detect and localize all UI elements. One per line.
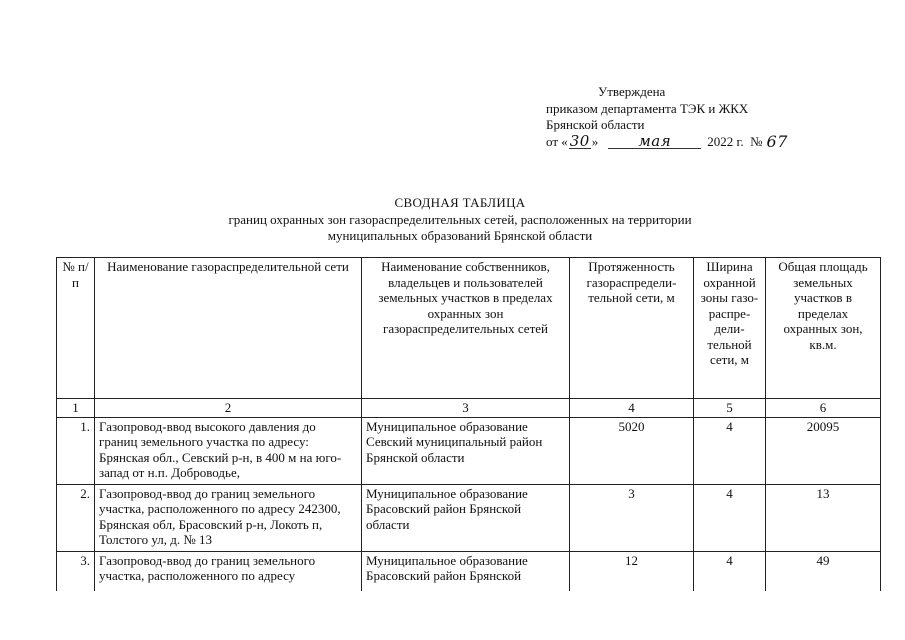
approval-order: приказом департамента ТЭК и ЖКХ xyxy=(546,100,749,116)
row-index: 2. xyxy=(57,484,95,551)
approval-block xyxy=(546,84,846,149)
date-prefix: от « xyxy=(546,133,568,149)
row-length: 5020 xyxy=(570,417,694,484)
column-number: 2 xyxy=(95,399,362,418)
row-index: 1. xyxy=(57,417,95,484)
table-header-row xyxy=(57,258,881,399)
column-number: 3 xyxy=(362,399,570,418)
document-subtitle: границ охранных зон газораспределительных сетей, расположенных на территории xyxy=(228,211,692,227)
row-width: 4 xyxy=(694,484,766,551)
row-owner: Муниципальное образование Брасовский район Брянской xyxy=(362,551,570,618)
header-length: Протяженность газораспредели-тельной сети, м xyxy=(570,258,694,399)
handwritten-number: 67 xyxy=(766,132,788,151)
document-subtitle-2: муниципальных образований Брянской области xyxy=(327,228,593,243)
row-network: Газопровод-ввод высокого давления до границ земельного участка по адресу: Брянская обл., Севский р-н, в 400 м на юго-запад от н.п. Доброводье, xyxy=(95,417,362,484)
approval-date-line xyxy=(546,134,846,150)
page-bottom-margin xyxy=(0,591,905,640)
handwritten-day: 30 xyxy=(569,132,590,150)
approval-title: Утверждена xyxy=(598,84,666,99)
summary-table xyxy=(56,257,881,619)
header-width: Ширина охранной зоны газо-распре-дели-тельной сети, м xyxy=(694,258,766,399)
row-length: 12 xyxy=(570,551,694,618)
column-number: 5 xyxy=(694,399,766,418)
row-index: 3. xyxy=(57,551,95,618)
date-year: 2022 г. xyxy=(707,133,744,149)
row-area: 13 xyxy=(766,484,881,551)
column-number: 4 xyxy=(570,399,694,418)
column-number: 6 xyxy=(766,399,881,418)
date-quote-close: » xyxy=(591,133,599,149)
row-network: Газопровод-ввод до границ земельного участка, расположенного по адресу 242300, Брянская обл, Брасовский р-н, Локоть п, Толстого ул, д. № 13 xyxy=(95,484,362,551)
row-area: 49 xyxy=(766,551,881,618)
row-owner: Муниципальное образование Брасовский район Брянской области xyxy=(362,484,570,551)
table-row xyxy=(57,417,881,484)
number-label: № xyxy=(750,133,763,149)
row-width: 4 xyxy=(694,417,766,484)
header-owner: Наименование собственников, владельцев и пользователей земельных участков в пределах охранных зон газораспределительных сетей xyxy=(362,258,570,399)
column-number: 1 xyxy=(57,399,95,418)
handwritten-month: мая xyxy=(608,134,701,149)
approval-region: Брянской области xyxy=(546,117,645,132)
row-area: 20095 xyxy=(766,417,881,484)
row-length: 3 xyxy=(570,484,694,551)
table-row xyxy=(57,484,881,551)
column-number-row xyxy=(57,399,881,418)
row-network: Газопровод-ввод до границ земельного участка, расположенного по адресу xyxy=(95,551,362,618)
header-index: № п/п xyxy=(57,258,95,399)
document-heading: СВОДНАЯ ТАБЛИЦА xyxy=(394,195,526,210)
header-area: Общая площадь земельных участков в пределах охранных зон, кв.м. xyxy=(766,258,881,399)
header-network: Наименование газораспределительной сети xyxy=(95,258,362,399)
row-owner: Муниципальное образование Севский муниципальный район Брянской области xyxy=(362,417,570,484)
row-width: 4 xyxy=(694,551,766,618)
document-title-block xyxy=(60,195,860,245)
